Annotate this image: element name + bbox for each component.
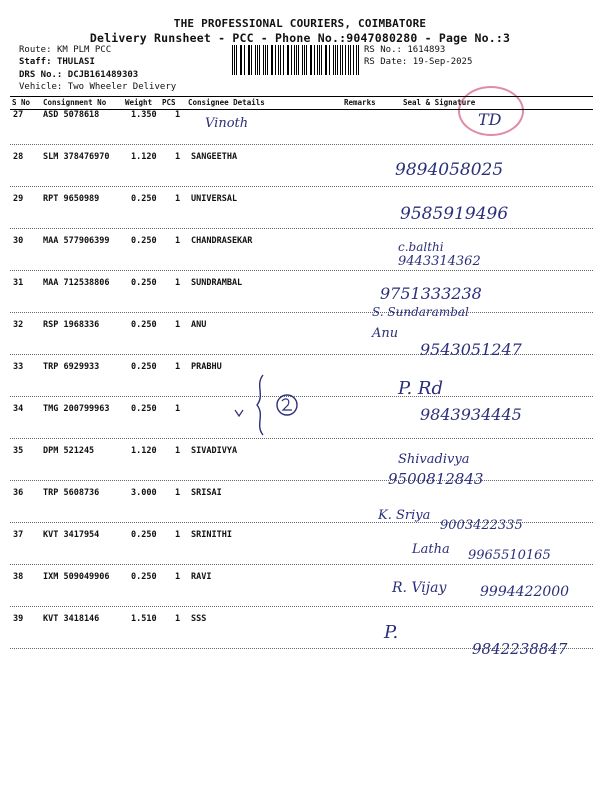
signature: 9003422335: [440, 518, 523, 533]
barcode-bar: [259, 45, 260, 75]
row-consignment-no: RSP 1968336: [43, 320, 100, 330]
row-sno: 37: [13, 530, 24, 540]
row-consignee: SIVADIVYA: [191, 446, 238, 456]
row-consignee: SUNDRAMBAL: [191, 278, 243, 288]
signature: Shivadivya: [398, 452, 470, 467]
vehicle-line: Vehicle: Two Wheeler Delivery: [19, 82, 177, 92]
barcode-bar: [350, 45, 351, 75]
signature: c.balthi: [398, 240, 444, 254]
barcode-bar: [333, 45, 334, 75]
barcode-bar: [240, 45, 241, 75]
row-pcs: 1: [175, 194, 181, 204]
barcode-bar: [310, 45, 311, 75]
row-weight: 0.250: [131, 236, 157, 246]
row-pcs: 1: [175, 236, 181, 246]
signature: P.: [384, 622, 399, 643]
row-sno: 34: [13, 404, 24, 414]
row-divider: [10, 480, 593, 481]
row-sno: 30: [13, 236, 24, 246]
row-weight: 0.250: [131, 362, 157, 372]
barcode-bar: [232, 45, 233, 75]
row-consignee: RAVI: [191, 572, 212, 582]
row-divider: [10, 606, 593, 607]
row-pcs: 1: [175, 152, 181, 162]
barcode-bar: [321, 45, 322, 75]
signature: K. Sriya: [378, 508, 431, 523]
row-pcs: 1: [175, 278, 181, 288]
col-consignment: Consignment No: [43, 98, 107, 107]
row-consignee: ANU: [191, 320, 207, 330]
row-pcs: 1: [175, 320, 181, 330]
row-weight: 0.250: [131, 530, 157, 540]
row-consignment-no: TRP 5608736: [43, 488, 100, 498]
row-sno: 33: [13, 362, 24, 372]
row-consignee: SANGEETHA: [191, 152, 238, 162]
row-sno: 35: [13, 446, 24, 456]
row-consignee: SRINITHI: [191, 530, 232, 540]
barcode-bar: [283, 45, 284, 75]
barcode-bar: [326, 45, 327, 75]
barcode-bar: [342, 45, 343, 75]
row-sno: 38: [13, 572, 24, 582]
row-consignment-no: DPM 521245: [43, 446, 95, 456]
row-divider: [10, 144, 593, 145]
signature: Latha: [412, 542, 450, 557]
row-sno: 28: [13, 152, 24, 162]
row-divider: [10, 564, 593, 565]
col-consignee: Consignee Details: [188, 98, 265, 107]
signature: 9894058025: [395, 160, 504, 180]
row-weight: 0.250: [131, 404, 157, 414]
signature: 9585919496: [400, 204, 509, 224]
staff-value: THULASI: [56, 57, 95, 67]
drs-line: DRS No.: DCJB161489303: [19, 70, 139, 80]
row-consignment-no: TRP 6929933: [43, 362, 100, 372]
row-consignment-no: TMG 200799963: [43, 404, 110, 414]
row-pcs: 1: [175, 530, 181, 540]
row-sno: 32: [13, 320, 24, 330]
barcode-bar: [314, 45, 315, 75]
row-weight: 0.250: [131, 320, 157, 330]
signature: 9500812843: [388, 470, 484, 488]
col-remarks: Remarks: [344, 98, 376, 107]
row-divider: [10, 228, 593, 229]
drs-value: DCJB161489303: [67, 70, 139, 80]
row-consignment-no: MAA 712538806: [43, 278, 110, 288]
row-pcs: 1: [175, 446, 181, 456]
company-name: THE PROFESSIONAL COURIERS, COIMBATORE: [173, 17, 427, 30]
row-weight: 0.250: [131, 572, 157, 582]
row-pcs: 1: [175, 488, 181, 498]
signature: TD: [478, 110, 502, 129]
barcode-bar: [255, 45, 256, 75]
handwritten-consignee: Vinoth: [205, 116, 249, 131]
rs-date-value: 19-Sep-2025: [412, 57, 473, 67]
barcode-bar: [288, 45, 289, 75]
signature: 9994422000: [480, 584, 570, 600]
row-pcs: 1: [175, 614, 181, 624]
rs-no-value: 1614893: [407, 45, 446, 55]
col-sno: S No: [12, 98, 31, 107]
row-consignment-no: RPT 9650989: [43, 194, 100, 204]
table-header: [10, 96, 593, 110]
row-sno: 27: [13, 110, 24, 120]
signature: 9843934445: [420, 405, 522, 424]
barcode-bar: [275, 45, 276, 75]
signature: Anu: [372, 326, 399, 341]
barcode-bar: [267, 45, 268, 75]
signature: P. Rd: [398, 378, 443, 399]
row-divider: [10, 312, 593, 313]
signature: S. Sundarambal: [372, 305, 469, 319]
row-sno: 36: [13, 488, 24, 498]
row-consignee: PRABHU: [191, 362, 222, 372]
rs-no-line: RS No.: 1614893: [364, 45, 446, 55]
row-divider: [10, 186, 593, 187]
route-line: Route: KM PLM PCC: [19, 45, 112, 55]
barcode-bar: [302, 45, 303, 75]
barcode-bar: [340, 45, 341, 75]
col-weight: Weight: [125, 98, 153, 107]
row-consignment-no: IXM 509049906: [43, 572, 110, 582]
row-consignee: CHANDRASEKAR: [191, 236, 253, 246]
row-pcs: 1: [175, 404, 181, 414]
row-weight: 1.120: [131, 446, 157, 456]
signature: 9842238847: [472, 640, 568, 658]
barcode-bar: [298, 45, 299, 75]
row-consignee: SRISAI: [191, 488, 222, 498]
col-pcs: PCS: [162, 98, 176, 107]
row-consignment-no: KVT 3417954: [43, 530, 100, 540]
row-consignee: SSS: [191, 614, 207, 624]
route-value: KM PLM PCC: [56, 45, 112, 55]
row-consignment-no: SLM 378476970: [43, 152, 110, 162]
bracket-scribble: [225, 370, 315, 440]
staff-line: Staff: THULASI: [19, 57, 95, 67]
row-weight: 1.350: [131, 110, 157, 120]
vehicle-value: Two Wheeler Delivery: [67, 82, 177, 92]
row-sno: 31: [13, 278, 24, 288]
row-weight: 1.510: [131, 614, 157, 624]
row-sno: 29: [13, 194, 24, 204]
signature: 9443314362: [398, 254, 481, 269]
barcode-bar: [241, 45, 242, 75]
rs-date-line: RS Date: 19-Sep-2025: [364, 57, 473, 67]
row-weight: 0.250: [131, 278, 157, 288]
barcode-bar: [356, 45, 357, 75]
row-consignment-no: ASD 5078618: [43, 110, 100, 120]
barcode-bar: [278, 45, 279, 75]
row-divider: [10, 270, 593, 271]
row-consignment-no: KVT 3418146: [43, 614, 100, 624]
signature: 9965510165: [468, 548, 551, 563]
signature: R. Vijay: [392, 580, 447, 596]
barcode: [232, 45, 360, 75]
row-pcs: 1: [175, 110, 181, 120]
row-consignment-no: MAA 577906399: [43, 236, 110, 246]
row-pcs: 1: [175, 362, 181, 372]
barcode-bar: [251, 45, 252, 75]
row-weight: 3.000: [131, 488, 157, 498]
signature: 9543051247: [420, 340, 522, 359]
row-consignee: UNIVERSAL: [191, 194, 238, 204]
row-weight: 1.120: [131, 152, 157, 162]
col-seal-signature: Seal & Signature: [403, 98, 476, 107]
row-pcs: 1: [175, 572, 181, 582]
runsheet-title: Delivery Runsheet - PCC - Phone No.:9047080280 - Page No.:3: [89, 31, 511, 45]
row-sno: 39: [13, 614, 24, 624]
row-weight: 0.250: [131, 194, 157, 204]
signature: 9751333238: [380, 284, 482, 303]
